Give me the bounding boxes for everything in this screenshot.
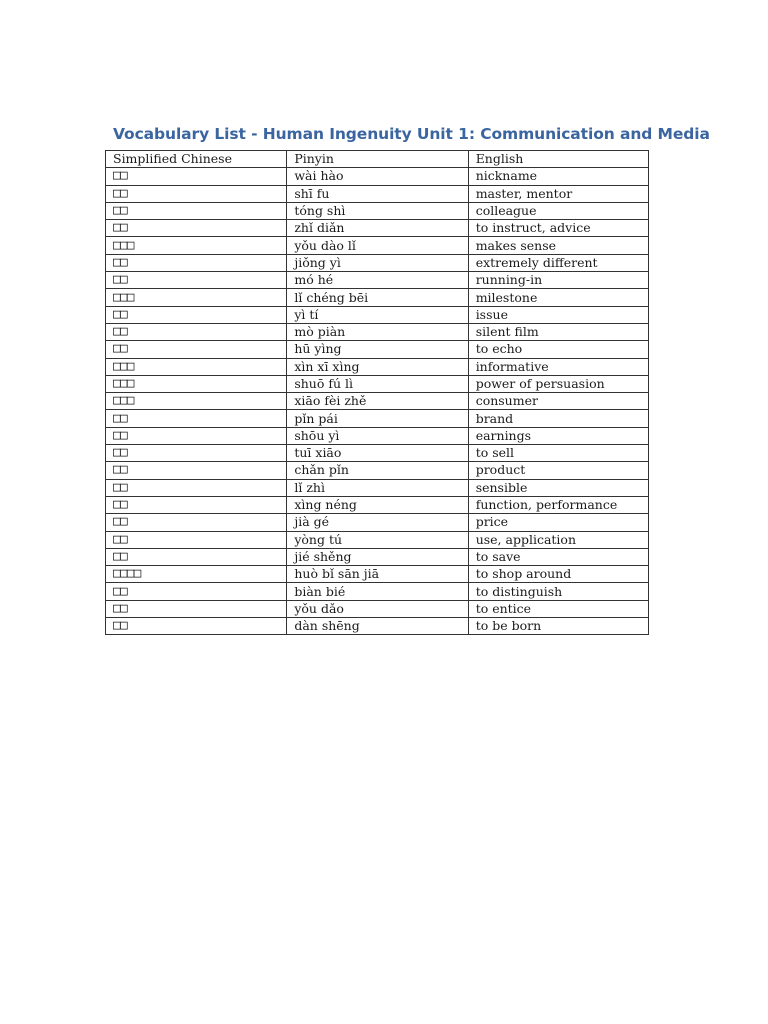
cell-pinyin: tuī xiāo <box>287 445 468 462</box>
table-row <box>106 583 649 600</box>
cell-pinyin: lǐ chéng bēi <box>287 289 468 306</box>
cell-pinyin: jiǒng yì <box>287 254 468 271</box>
cell-english: makes sense <box>468 237 648 254</box>
cell-pinyin: yòng tú <box>287 531 468 548</box>
cell-simplified-chinese: □□ <box>106 600 287 617</box>
cell-pinyin: huò bǐ sān jiā <box>287 566 468 583</box>
cell-pinyin: mó hé <box>287 272 468 289</box>
cell-simplified-chinese: □□□ <box>106 358 287 375</box>
header-simplified-chinese: Simplified Chinese <box>106 151 287 168</box>
cell-english: use, application <box>468 531 648 548</box>
cell-pinyin: wài hào <box>287 168 468 185</box>
cell-simplified-chinese: □□ <box>106 548 287 565</box>
table-row <box>106 254 649 271</box>
cell-simplified-chinese: □□□□ <box>106 566 287 583</box>
table-row <box>106 185 649 202</box>
table-row <box>106 618 649 635</box>
cell-pinyin: hū yìng <box>287 341 468 358</box>
cell-english: to be born <box>468 618 648 635</box>
table-row <box>106 548 649 565</box>
cell-english: earnings <box>468 427 648 444</box>
cell-pinyin: xìn xī xìng <box>287 358 468 375</box>
cell-simplified-chinese: □□ <box>106 479 287 496</box>
cell-english: sensible <box>468 479 648 496</box>
cell-pinyin: shī fu <box>287 185 468 202</box>
header-english: English <box>468 151 648 168</box>
cell-simplified-chinese: □□ <box>106 306 287 323</box>
table-row <box>106 462 649 479</box>
table-row <box>106 358 649 375</box>
table-row <box>106 600 649 617</box>
table-row <box>106 341 649 358</box>
cell-pinyin: shōu yì <box>287 427 468 444</box>
cell-english: to entice <box>468 600 648 617</box>
cell-english: nickname <box>468 168 648 185</box>
cell-pinyin: jié shěng <box>287 548 468 565</box>
table-row <box>106 306 649 323</box>
cell-simplified-chinese: □□□ <box>106 375 287 392</box>
cell-english: master, mentor <box>468 185 648 202</box>
cell-english: consumer <box>468 393 648 410</box>
table-row <box>106 566 649 583</box>
table-row <box>106 445 649 462</box>
table-row <box>106 427 649 444</box>
cell-english: extremely different <box>468 254 648 271</box>
cell-english: to echo <box>468 341 648 358</box>
table-row <box>106 289 649 306</box>
cell-english: running-in <box>468 272 648 289</box>
table-row <box>106 375 649 392</box>
cell-simplified-chinese: □□ <box>106 220 287 237</box>
cell-english: to save <box>468 548 648 565</box>
cell-pinyin: yì tí <box>287 306 468 323</box>
table-row <box>106 202 649 219</box>
cell-simplified-chinese: □□□ <box>106 237 287 254</box>
document-title: Vocabulary List - Human Ingenuity Unit 1: Communication and Media <box>113 125 710 143</box>
cell-simplified-chinese: □□ <box>106 254 287 271</box>
cell-pinyin: yǒu dǎo <box>287 600 468 617</box>
cell-pinyin: xiāo fèi zhě <box>287 393 468 410</box>
cell-simplified-chinese: □□ <box>106 514 287 531</box>
cell-simplified-chinese: □□ <box>106 202 287 219</box>
cell-simplified-chinese: □□ <box>106 496 287 513</box>
cell-english: silent film <box>468 323 648 340</box>
cell-simplified-chinese: □□ <box>106 445 287 462</box>
vocabulary-table <box>105 150 649 635</box>
cell-simplified-chinese: □□ <box>106 323 287 340</box>
cell-simplified-chinese: □□□ <box>106 289 287 306</box>
cell-pinyin: pǐn pái <box>287 410 468 427</box>
table-row <box>106 496 649 513</box>
table-row <box>106 514 649 531</box>
cell-english: brand <box>468 410 648 427</box>
cell-pinyin: zhǐ diǎn <box>287 220 468 237</box>
cell-simplified-chinese: □□ <box>106 462 287 479</box>
cell-simplified-chinese: □□ <box>106 272 287 289</box>
cell-english: milestone <box>468 289 648 306</box>
cell-pinyin: chǎn pǐn <box>287 462 468 479</box>
cell-english: to sell <box>468 445 648 462</box>
cell-simplified-chinese: □□ <box>106 168 287 185</box>
cell-simplified-chinese: □□ <box>106 427 287 444</box>
cell-english: power of persuasion <box>468 375 648 392</box>
table-row <box>106 272 649 289</box>
table-row <box>106 393 649 410</box>
table-row <box>106 410 649 427</box>
cell-english: product <box>468 462 648 479</box>
table-row <box>106 479 649 496</box>
cell-pinyin: yǒu dào lǐ <box>287 237 468 254</box>
vocabulary-table-body <box>106 151 649 635</box>
cell-english: to shop around <box>468 566 648 583</box>
cell-english: to distinguish <box>468 583 648 600</box>
cell-simplified-chinese: □□ <box>106 531 287 548</box>
header-pinyin: Pinyin <box>287 151 468 168</box>
cell-simplified-chinese: □□ <box>106 618 287 635</box>
cell-english: colleague <box>468 202 648 219</box>
cell-english: to instruct, advice <box>468 220 648 237</box>
cell-pinyin: tóng shì <box>287 202 468 219</box>
cell-pinyin: lǐ zhì <box>287 479 468 496</box>
cell-pinyin: jià gé <box>287 514 468 531</box>
cell-simplified-chinese: □□□ <box>106 393 287 410</box>
table-row <box>106 220 649 237</box>
cell-english: price <box>468 514 648 531</box>
table-header-row <box>106 151 649 168</box>
cell-simplified-chinese: □□ <box>106 410 287 427</box>
cell-english: issue <box>468 306 648 323</box>
cell-english: function, performance <box>468 496 648 513</box>
cell-pinyin: dàn shēng <box>287 618 468 635</box>
cell-simplified-chinese: □□ <box>106 341 287 358</box>
cell-english: informative <box>468 358 648 375</box>
cell-pinyin: biàn bié <box>287 583 468 600</box>
cell-simplified-chinese: □□ <box>106 583 287 600</box>
cell-pinyin: shuō fú lì <box>287 375 468 392</box>
cell-pinyin: xìng néng <box>287 496 468 513</box>
table-row <box>106 323 649 340</box>
table-row <box>106 168 649 185</box>
cell-pinyin: mò piàn <box>287 323 468 340</box>
table-row <box>106 237 649 254</box>
table-row <box>106 531 649 548</box>
cell-simplified-chinese: □□ <box>106 185 287 202</box>
